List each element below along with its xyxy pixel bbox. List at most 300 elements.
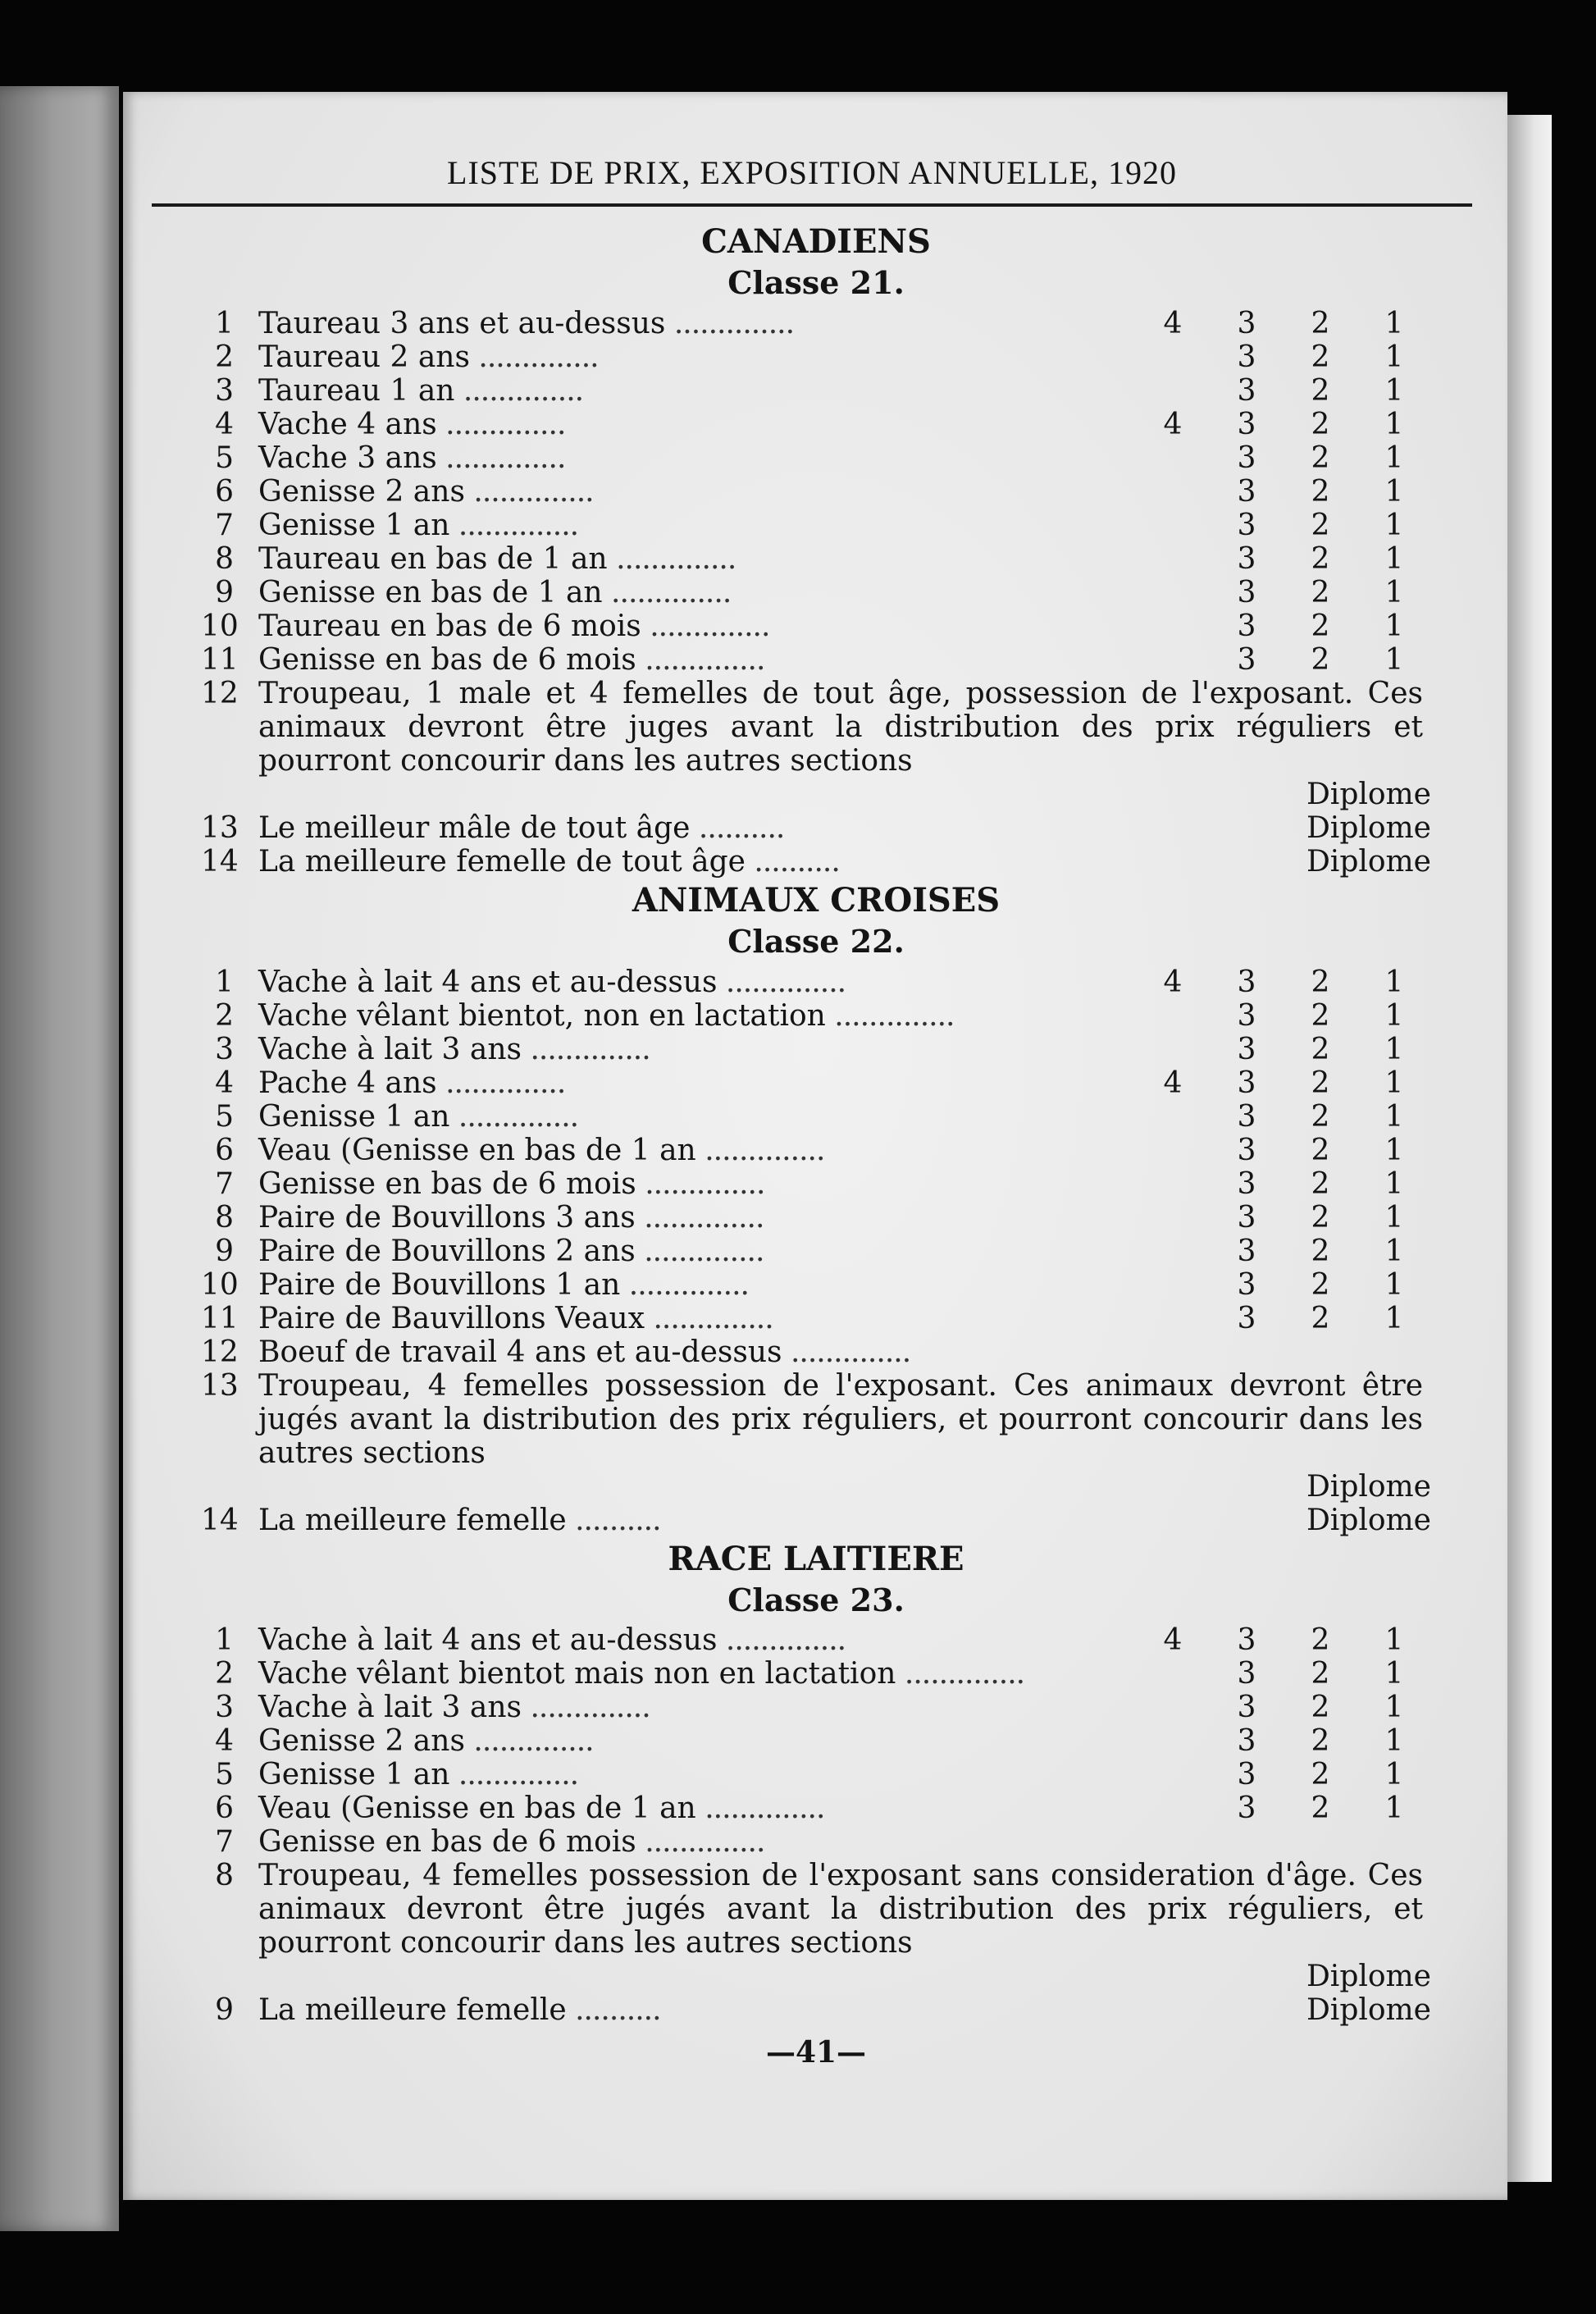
row-label [258, 441, 1136, 475]
row-number-empty [201, 778, 258, 811]
prize-row [201, 1134, 1431, 1167]
row-number: 8 [215, 1859, 234, 1893]
row-number: 5 [215, 440, 234, 475]
row-label-text: Veau (Genisse en bas de 1 an [258, 1791, 696, 1826]
leader-dots: .............. [607, 541, 736, 576]
prize-row [201, 965, 1431, 999]
prize-p3: 3 [1237, 1791, 1256, 1826]
prize-row [201, 441, 1431, 475]
leader-dots: .............. [449, 1758, 579, 1792]
row-label-text: Genisse 1 an [258, 1099, 450, 1134]
row-label-text: Taureau 1 an [258, 373, 455, 408]
prize-row [201, 1235, 1431, 1268]
row-label [258, 307, 1136, 340]
row-number: 8 [215, 1200, 234, 1235]
leader-dots: .............. [717, 965, 846, 999]
row-number: 2 [215, 998, 234, 1033]
prize-p1: 1 [1384, 998, 1404, 1033]
prize-row [201, 1167, 1431, 1201]
prize-p3: 3 [1237, 1623, 1256, 1658]
row-number: 1 [215, 306, 234, 340]
leader-dots: .............. [436, 1066, 566, 1100]
row-label-text: Paire de Bouvillons 3 ans [258, 1200, 636, 1235]
prize-p1: 1 [1384, 1724, 1404, 1759]
prize-p3: 3 [1237, 1267, 1256, 1302]
diplome-row [201, 811, 1431, 845]
row-label-text: Boeuf de travail 4 ans et au-dessus [258, 1335, 782, 1369]
row-label-text: Genisse 2 ans [258, 1724, 465, 1759]
troupeau-prize-row [201, 778, 1431, 811]
row-label-text: Taureau en bas de 1 an [258, 541, 608, 576]
troupeau-row [201, 677, 1431, 778]
prize-p3: 3 [1237, 1724, 1256, 1759]
leader-dots: .............. [522, 1691, 650, 1725]
diplome-label: Diplome [1306, 1993, 1431, 2028]
row-label-text: Paire de Bouvillons 1 an [258, 1267, 621, 1302]
row-label-text: Vache vêlant bientot, non en lactation [258, 998, 826, 1033]
row-label [258, 542, 1136, 576]
row-label-text: Taureau en bas de 6 mois [258, 609, 641, 643]
row-label-text: Vache à lait 4 ans et au-dessus [258, 965, 718, 999]
row-label-text: Paire de Bouvillons 2 ans [258, 1234, 636, 1268]
row-number: 9 [215, 575, 234, 609]
leader-dots: .............. [464, 1724, 594, 1759]
prize-p1: 1 [1384, 306, 1404, 340]
prize-p3: 3 [1237, 998, 1256, 1033]
troupeau-prize-row [201, 1960, 1431, 1993]
row-label [258, 340, 1136, 374]
prize-p1: 1 [1384, 1133, 1404, 1167]
row-label [258, 1758, 1136, 1791]
prize-p2: 2 [1311, 340, 1330, 374]
row-number: 11 [201, 1301, 239, 1335]
prize-p1: 1 [1384, 1791, 1404, 1826]
page-number: —41— [765, 2035, 867, 2070]
leader-dots: .............. [635, 1200, 764, 1235]
section-2 [201, 1540, 1431, 2028]
diplome-row [201, 845, 1431, 879]
prize-p2: 2 [1311, 1234, 1330, 1268]
prize-p3: 3 [1237, 1200, 1256, 1235]
leader-dots: .......... [690, 810, 785, 845]
prize-p1: 1 [1384, 508, 1404, 542]
page-stack-edge [1507, 115, 1552, 2182]
prize-row [201, 1825, 1431, 1859]
prize-p1: 1 [1384, 1200, 1404, 1235]
row-number: 14 [201, 1503, 239, 1537]
diplome-row [201, 1993, 1431, 2027]
prize-p3: 3 [1237, 440, 1256, 475]
row-label [258, 1033, 1136, 1066]
prize-p1: 1 [1384, 474, 1404, 509]
prize-row [201, 1724, 1431, 1758]
row-label [258, 1504, 1267, 1537]
row-label [258, 811, 1267, 845]
row-number: 5 [215, 1758, 234, 1792]
row-number: 14 [201, 844, 239, 879]
prize-p1: 1 [1384, 440, 1404, 475]
prize-p2: 2 [1311, 1301, 1330, 1335]
leader-dots: .............. [636, 1166, 765, 1201]
leader-dots: .............. [436, 440, 566, 475]
row-label-text: Pache 4 ans [258, 1066, 437, 1100]
row-label-text: Genisse en bas de 6 mois [258, 1825, 636, 1860]
diplome-label: Diplome [1306, 844, 1431, 879]
prize-p2: 2 [1311, 1166, 1330, 1201]
prize-row [201, 1302, 1431, 1335]
leader-dots: .............. [436, 407, 566, 441]
prize-p1: 1 [1384, 642, 1404, 677]
row-number: 3 [215, 373, 234, 408]
page-content [201, 153, 1431, 2070]
document-page [123, 92, 1507, 2200]
prize-p1: 1 [1384, 407, 1404, 441]
row-number: 13 [201, 1368, 239, 1403]
leader-dots: .............. [695, 1133, 825, 1167]
row-label [258, 1201, 1136, 1235]
prize-row [201, 1033, 1431, 1066]
prize-p1: 1 [1384, 373, 1404, 408]
troupeau-text: Troupeau, 4 femelles possession de l'exposant sans consideration d'âge. Ces animaux devront être jugés avant la distribution des prix réguliers, et pourront concourir dans les autres sections [258, 1859, 1423, 1960]
troupeau-text: Troupeau, 1 male et 4 femelles de tout âge, possession de l'exposant. Ces animaux devront être juges avant la distribution des prix réguliers et pourront concourir dans les autres sections [258, 676, 1423, 778]
spacer-label [258, 778, 1267, 811]
row-label-text: Vache 3 ans [258, 440, 437, 475]
prize-p2: 2 [1311, 1758, 1330, 1792]
row-label [258, 1825, 1136, 1859]
prize-p4: 4 [1163, 965, 1183, 999]
prize-row [201, 1335, 1431, 1369]
leader-dots: .............. [665, 306, 795, 340]
row-label-text: Vache vêlant bientot mais non en lactation [258, 1657, 896, 1691]
prize-p1: 1 [1384, 609, 1404, 643]
row-number-empty [201, 1960, 258, 1993]
row-label [258, 999, 1136, 1033]
row-label-text: Vache 4 ans [258, 407, 437, 441]
prize-row [201, 643, 1431, 677]
row-number: 3 [215, 1691, 234, 1725]
row-label-text: Genisse en bas de 6 mois [258, 1166, 636, 1201]
header-rule [152, 203, 1472, 207]
row-label [258, 1134, 1136, 1167]
prize-row [201, 1623, 1431, 1657]
prize-p2: 2 [1311, 1066, 1330, 1100]
prize-p2: 2 [1311, 541, 1330, 576]
prize-p2: 2 [1311, 575, 1330, 609]
diplome-label: Diplome [1306, 777, 1431, 811]
row-label-text: Genisse 1 an [258, 1758, 450, 1792]
prize-row [201, 340, 1431, 374]
prize-row [201, 374, 1431, 408]
row-label [258, 576, 1136, 609]
row-label [258, 408, 1136, 441]
row-label-text: Genisse en bas de 1 an [258, 575, 603, 609]
row-label [258, 1691, 1136, 1724]
row-number: 13 [201, 810, 239, 845]
prize-p3: 3 [1237, 1691, 1256, 1725]
prize-p2: 2 [1311, 508, 1330, 542]
row-number: 3 [215, 1032, 234, 1066]
prize-p1: 1 [1384, 1301, 1404, 1335]
prize-p3: 3 [1237, 642, 1256, 677]
prize-p3: 3 [1237, 1234, 1256, 1268]
leader-dots: .............. [636, 642, 765, 677]
prize-sections [201, 223, 1431, 2027]
prize-row [201, 1201, 1431, 1235]
leader-dots: .......... [566, 1503, 661, 1537]
prize-p2: 2 [1311, 998, 1330, 1033]
row-number: 6 [215, 1791, 234, 1826]
row-label-text: Taureau 3 ans et au-dessus [258, 306, 666, 340]
diplome-label: Diplome [1306, 1503, 1431, 1537]
prize-p3: 3 [1237, 373, 1256, 408]
prize-p2: 2 [1311, 1657, 1330, 1691]
prize-row [201, 1691, 1431, 1724]
row-label [258, 1993, 1267, 2027]
troupeau-prize-row [201, 1470, 1431, 1504]
prize-p3: 3 [1237, 1099, 1256, 1134]
prize-p2: 2 [1311, 1623, 1330, 1658]
prize-p3: 3 [1237, 1758, 1256, 1792]
prize-p1: 1 [1384, 1032, 1404, 1066]
leader-dots: .......... [566, 1993, 661, 2028]
prize-row [201, 1100, 1431, 1134]
row-label [258, 1791, 1136, 1825]
row-number: 2 [215, 1657, 234, 1691]
prize-p1: 1 [1384, 1234, 1404, 1268]
section-0 [201, 223, 1431, 879]
row-number: 9 [215, 1993, 234, 2028]
row-label [258, 1066, 1136, 1100]
row-label-text: Genisse 1 an [258, 508, 450, 542]
prize-p2: 2 [1311, 965, 1330, 999]
prize-p3: 3 [1237, 474, 1256, 509]
troupeau-row [201, 1859, 1431, 1960]
prize-p4: 4 [1163, 1623, 1183, 1658]
row-label [258, 1268, 1136, 1302]
leader-dots: .............. [620, 1267, 749, 1302]
prize-p3: 3 [1237, 1657, 1256, 1691]
diplome-label: Diplome [1306, 1469, 1431, 1504]
row-number: 4 [215, 1724, 234, 1759]
prize-p2: 2 [1311, 407, 1330, 441]
row-label [258, 643, 1136, 677]
leader-dots: .............. [825, 998, 955, 1033]
troupeau-text: Troupeau, 4 femelles possession de l'exposant. Ces animaux devront être jugés avant la distribution des prix réguliers, et pourront concourir dans les autres sections [258, 1368, 1423, 1470]
row-label-text: Taureau 2 ans [258, 340, 470, 374]
row-label [258, 1623, 1136, 1657]
prize-row [201, 576, 1431, 609]
prize-p3: 3 [1237, 306, 1256, 340]
leader-dots: .......... [745, 844, 840, 879]
leader-dots: .............. [717, 1623, 846, 1658]
row-number: 10 [201, 609, 239, 643]
leader-dots: .............. [464, 474, 594, 509]
row-number: 11 [201, 642, 239, 677]
facing-page-edge [0, 86, 119, 2231]
prize-p2: 2 [1311, 1791, 1330, 1826]
prize-p1: 1 [1384, 1657, 1404, 1691]
leader-dots: .............. [896, 1657, 1025, 1691]
row-number: 1 [215, 965, 234, 999]
prize-p3: 3 [1237, 1133, 1256, 1167]
prize-p1: 1 [1384, 1758, 1404, 1792]
prize-p2: 2 [1311, 1032, 1330, 1066]
prize-p2: 2 [1311, 1724, 1330, 1759]
row-label [258, 1100, 1136, 1134]
prize-p2: 2 [1311, 609, 1330, 643]
prize-p3: 3 [1237, 609, 1256, 643]
prize-row [201, 609, 1431, 643]
prize-p2: 2 [1311, 1267, 1330, 1302]
row-number: 7 [215, 1166, 234, 1201]
prize-p2: 2 [1311, 1200, 1330, 1235]
row-number: 4 [215, 407, 234, 441]
leader-dots: .............. [449, 1099, 579, 1134]
row-number: 2 [215, 340, 234, 374]
prize-p3: 3 [1237, 1032, 1256, 1066]
row-number: 5 [215, 1099, 234, 1134]
row-label [258, 609, 1136, 643]
row-label-text: Genisse en bas de 6 mois [258, 642, 636, 677]
leader-dots: .............. [522, 1032, 650, 1066]
prize-p2: 2 [1311, 306, 1330, 340]
leader-dots: .............. [641, 609, 770, 643]
row-number-empty [201, 1470, 258, 1504]
prize-row [201, 408, 1431, 441]
section-1 [201, 882, 1431, 1537]
prize-p2: 2 [1311, 474, 1330, 509]
row-label-text: Veau (Genisse en bas de 1 an [258, 1133, 696, 1167]
prize-row [201, 475, 1431, 509]
row-label-text: Paire de Bauvillons Veaux [258, 1301, 645, 1335]
prize-p2: 2 [1311, 1099, 1330, 1134]
prize-p3: 3 [1237, 508, 1256, 542]
leader-dots: .............. [782, 1335, 911, 1369]
leader-dots: .............. [695, 1791, 825, 1826]
row-label-text: Vache à lait 3 ans [258, 1032, 522, 1066]
leader-dots: .............. [454, 373, 584, 408]
prize-p4: 4 [1163, 407, 1183, 441]
prize-p1: 1 [1384, 575, 1404, 609]
prize-p1: 1 [1384, 541, 1404, 576]
leader-dots: .............. [449, 508, 579, 542]
leader-dots: .............. [645, 1301, 773, 1335]
diplome-label: Diplome [1306, 1960, 1431, 1994]
section-title: ANIMAUX CROISES [632, 880, 1001, 920]
prize-p2: 2 [1311, 1691, 1330, 1725]
spacer-label [258, 1470, 1267, 1504]
section-title: CANADIENS [701, 222, 931, 261]
row-number: 8 [215, 541, 234, 576]
class-title: Classe 22. [727, 922, 905, 960]
row-number: 7 [215, 1825, 234, 1860]
prize-p1: 1 [1384, 1623, 1404, 1658]
row-label [258, 1302, 1136, 1335]
prize-p1: 1 [1384, 965, 1404, 999]
prize-p2: 2 [1311, 642, 1330, 677]
prize-p2: 2 [1311, 373, 1330, 408]
row-label [258, 965, 1136, 999]
row-label-text: Vache à lait 3 ans [258, 1691, 522, 1725]
row-label-text: La meilleure femelle [258, 1503, 567, 1537]
prize-p3: 3 [1237, 575, 1256, 609]
row-label-text: Vache à lait 4 ans et au-dessus [258, 1623, 718, 1658]
prize-p1: 1 [1384, 1166, 1404, 1201]
prize-p4: 4 [1163, 1066, 1183, 1100]
prize-p1: 1 [1384, 1099, 1404, 1134]
prize-p2: 2 [1311, 440, 1330, 475]
row-number: 6 [215, 1133, 234, 1167]
row-label [258, 1335, 1136, 1369]
row-number: 6 [215, 474, 234, 509]
prize-row [201, 542, 1431, 576]
prize-p3: 3 [1237, 407, 1256, 441]
section-title: RACE LAITIERE [668, 1539, 964, 1578]
row-label-text: Le meilleur mâle de tout âge [258, 810, 691, 845]
diplome-label: Diplome [1306, 810, 1431, 845]
leader-dots: .............. [635, 1234, 764, 1268]
prize-p1: 1 [1384, 1691, 1404, 1725]
page-header: LISTE DE PRIX, EXPOSITION ANNUELLE, 1920 [447, 154, 1177, 191]
row-label [258, 509, 1136, 542]
prize-row [201, 307, 1431, 340]
prize-p2: 2 [1311, 1133, 1330, 1167]
prize-p3: 3 [1237, 1301, 1256, 1335]
prize-row [201, 999, 1431, 1033]
diplome-row [201, 1504, 1431, 1537]
prize-p1: 1 [1384, 1267, 1404, 1302]
prize-p3: 3 [1237, 340, 1256, 374]
prize-p3: 3 [1237, 541, 1256, 576]
row-label [258, 1167, 1136, 1201]
class-title: Classe 23. [727, 1581, 905, 1618]
row-label [258, 475, 1136, 509]
row-number: 4 [215, 1066, 234, 1100]
prize-row [201, 1066, 1431, 1100]
leader-dots: .............. [636, 1825, 765, 1860]
prize-p3: 3 [1237, 965, 1256, 999]
prize-row [201, 1758, 1431, 1791]
row-number: 12 [201, 1335, 239, 1369]
row-label [258, 1657, 1136, 1691]
prize-row [201, 1791, 1431, 1825]
row-label [258, 1724, 1136, 1758]
row-number: 12 [201, 676, 239, 710]
prize-row [201, 1657, 1431, 1691]
leader-dots: .............. [469, 340, 599, 374]
row-number: 1 [215, 1623, 234, 1658]
prize-row [201, 1268, 1431, 1302]
row-label-text: La meilleure femelle [258, 1993, 567, 2028]
row-number: 10 [201, 1267, 239, 1302]
row-label [258, 845, 1267, 879]
leader-dots: .............. [602, 575, 732, 609]
prize-p1: 1 [1384, 1066, 1404, 1100]
prize-p3: 3 [1237, 1166, 1256, 1201]
troupeau-row [201, 1369, 1431, 1470]
spacer-label [258, 1960, 1267, 1993]
row-label-text: La meilleure femelle de tout âge [258, 844, 746, 879]
prize-p3: 3 [1237, 1066, 1256, 1100]
class-title: Classe 21. [727, 264, 905, 301]
row-number: 7 [215, 508, 234, 542]
row-label [258, 374, 1136, 408]
row-label [258, 1235, 1136, 1268]
prize-p4: 4 [1163, 306, 1183, 340]
row-label-text: Genisse 2 ans [258, 474, 465, 509]
prize-p1: 1 [1384, 340, 1404, 374]
row-number: 9 [215, 1234, 234, 1268]
